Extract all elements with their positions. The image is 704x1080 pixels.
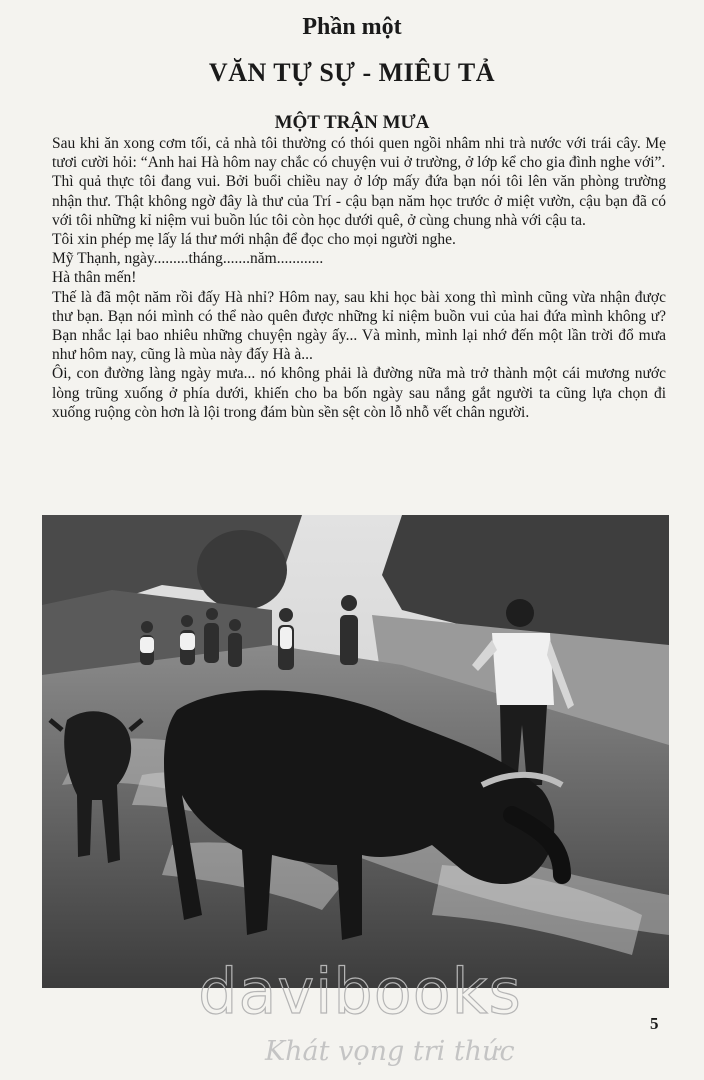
watermark-tagline: Khát vọng tri thức <box>265 1036 515 1067</box>
illustration-photo <box>42 515 669 988</box>
chapter-title: VĂN TỰ SỰ - MIÊU TẢ <box>208 58 496 87</box>
paragraph: Thì quả thực tôi đang vui. Bởi buổi chiều nay ở lớp mấy đứa bạn nói tôi lên văn phòng trường nhận thư. Thật không ngờ đây là thư của Trí - cậu bạn năm học trước ở miệt vườn, cậu bạn đã có với tôi những kỉ niệm vui buồn lúc tôi còn học dưới quê, ở cùng chung nhà với cậu ta. <box>52 173 666 229</box>
section-title: MỘT TRẬN MƯA <box>274 112 430 133</box>
paragraph: Hà thân mến! <box>52 269 137 287</box>
paragraph: Tôi xin phép mẹ lấy lá thư mới nhận để đọc cho mọi người nghe. <box>52 231 456 249</box>
part-title: Phần một <box>302 14 402 40</box>
page-number: 5 <box>650 1014 659 1033</box>
story-text <box>52 134 666 422</box>
watermark-logo: davibooks <box>198 955 522 1028</box>
paragraph: Ôi, con đường làng ngày mưa... nó không phải là đường nữa mà trở thành một cái mương nước lòng trũng xuống ở phía dưới, khiến cho ba bốn ngày sau nắng gắt người ta cũng lựa chọn đi xuống ruộng còn hơn là lội trong đám bùn sền sệt còn lỗ nhỗ vết chân người. <box>52 365 666 421</box>
paragraph: Mỹ Thạnh, ngày.........tháng.......năm............ <box>52 250 324 268</box>
village-road-buffalo-photo <box>42 515 669 988</box>
paragraph: Thế là đã một năm rồi đấy Hà nhỉ? Hôm nay, sau khi học bài xong thì mình cũng vừa nhận được thư bạn. Bạn nói mình có thể nào quên được những kỉ niệm buồn vui của hai đứa mình không ư? Bạn nhắc lại bao nhiêu những chuyện ngày ấy... Và mình, mình lại nhớ đến một lần trời đổ mưa như hôm nay, cũng là mùa này đấy Hà à... <box>52 288 666 364</box>
paragraph: Sau khi ăn xong cơm tối, cả nhà tôi thường có thói quen ngồi nhâm nhi trà nước với trái cây. Mẹ tươi cười hỏi: “Anh hai Hà hôm nay chắc có chuyện vui ở trường, ở lớp kể cho gia đình nghe với”. <box>52 135 666 172</box>
